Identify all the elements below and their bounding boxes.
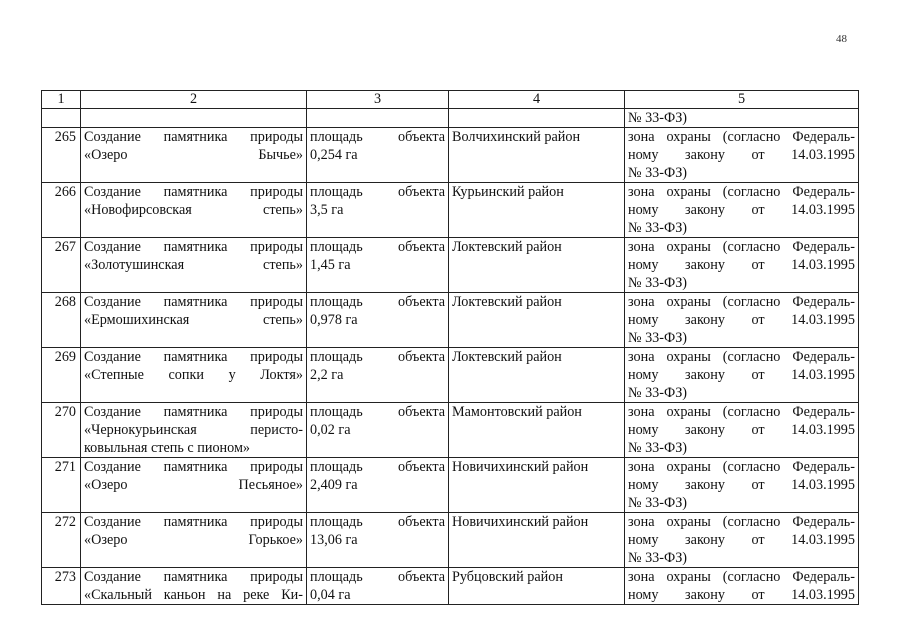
district-name: Локтевский район xyxy=(452,239,562,255)
zone-line-3: № 33-ФЗ) xyxy=(628,495,688,511)
district-name: Рубцовский район xyxy=(452,569,563,585)
column-header-4: 4 xyxy=(449,91,625,109)
area-cell xyxy=(307,348,449,403)
district-cell xyxy=(449,183,625,238)
district-name: Новичихинский район xyxy=(452,459,589,475)
measure-name-line-2: «Новофирсовская степь» xyxy=(84,202,303,218)
table-row xyxy=(42,568,859,605)
area-label: площадь объекта xyxy=(310,184,445,200)
area-cell xyxy=(307,128,449,183)
measure-name-line-2: «Озеро Горькое» xyxy=(84,532,303,548)
area-value: 0,978 га xyxy=(310,312,358,328)
area-cell xyxy=(307,513,449,568)
measure-name-cell xyxy=(81,513,307,568)
table-body xyxy=(42,91,859,605)
continued-cell-3 xyxy=(307,109,449,128)
row-number: 265 xyxy=(42,128,81,183)
district-cell xyxy=(449,293,625,348)
column-header-2: 2 xyxy=(81,91,307,109)
zone-line-2: ному закону от 14.03.1995 xyxy=(628,422,855,438)
area-value: 13,06 га xyxy=(310,532,358,548)
measure-name-cell xyxy=(81,568,307,605)
measure-name-line-2: «Скальный каньон на реке Ки- xyxy=(84,587,303,603)
area-label: площадь объекта xyxy=(310,459,445,475)
row-number: 270 xyxy=(42,403,81,458)
area-value: 2,2 га xyxy=(310,367,344,383)
area-value: 2,409 га xyxy=(310,477,358,493)
zone-cell xyxy=(625,293,859,348)
measure-name-line-2: «Озеро Песьяное» xyxy=(84,477,303,493)
document-table xyxy=(41,90,859,605)
zone-line-2: ному закону от 14.03.1995 xyxy=(628,532,855,548)
zone-line-1: зона охраны (согласно Федераль- xyxy=(628,239,855,255)
table-row xyxy=(42,293,859,348)
column-header-5: 5 xyxy=(625,91,859,109)
row-number: 271 xyxy=(42,458,81,513)
page-number: 48 xyxy=(836,33,847,45)
table-row xyxy=(42,238,859,293)
table-row xyxy=(42,513,859,568)
zone-line-2: ному закону от 14.03.1995 xyxy=(628,202,855,218)
column-header-3: 3 xyxy=(307,91,449,109)
zone-line-3: № 33-ФЗ) xyxy=(628,165,688,181)
column-header-1: 1 xyxy=(42,91,81,109)
district-name: Локтевский район xyxy=(452,349,562,365)
measure-name-line-1: Создание памятника природы xyxy=(84,129,303,145)
column-number-row xyxy=(42,91,859,109)
table-row xyxy=(42,183,859,238)
measure-name-line-2: «Ермошихинская степь» xyxy=(84,312,303,328)
area-label: площадь объекта xyxy=(310,569,445,585)
area-cell xyxy=(307,568,449,605)
row-number: 266 xyxy=(42,183,81,238)
district-name: Локтевский район xyxy=(452,294,562,310)
continued-cell-1 xyxy=(42,109,81,128)
zone-cell xyxy=(625,458,859,513)
measure-name-line-1: Создание памятника природы xyxy=(84,349,303,365)
area-cell xyxy=(307,293,449,348)
measure-name-cell xyxy=(81,128,307,183)
measure-name-cell xyxy=(81,183,307,238)
measure-name-line-2: «Степные сопки у Локтя» xyxy=(84,367,303,383)
measure-name-cell xyxy=(81,293,307,348)
continued-zone-text: № 33-ФЗ) xyxy=(628,110,688,126)
zone-line-1: зона охраны (согласно Федераль- xyxy=(628,569,855,585)
district-name: Мамонтовский район xyxy=(452,404,582,420)
zone-line-2: ному закону от 14.03.1995 xyxy=(628,312,855,328)
continued-cell-5 xyxy=(625,109,859,128)
row-number: 272 xyxy=(42,513,81,568)
area-label: площадь объекта xyxy=(310,129,445,145)
zone-line-2: ному закону от 14.03.1995 xyxy=(628,587,855,603)
district-name: Курьинский район xyxy=(452,184,564,200)
area-cell xyxy=(307,238,449,293)
area-value: 0,04 га xyxy=(310,587,351,603)
row-number: 273 xyxy=(42,568,81,605)
row-number: 269 xyxy=(42,348,81,403)
zone-cell xyxy=(625,183,859,238)
district-cell xyxy=(449,458,625,513)
zone-cell xyxy=(625,513,859,568)
table-row xyxy=(42,458,859,513)
area-label: площадь объекта xyxy=(310,294,445,310)
zone-line-1: зона охраны (согласно Федераль- xyxy=(628,514,855,530)
measure-name-line-1: Создание памятника природы xyxy=(84,184,303,200)
continued-cell-4 xyxy=(449,109,625,128)
district-cell xyxy=(449,403,625,458)
table-row xyxy=(42,403,859,458)
zone-line-2: ному закону от 14.03.1995 xyxy=(628,367,855,383)
measure-name-cell xyxy=(81,348,307,403)
zone-line-3: № 33-ФЗ) xyxy=(628,385,688,401)
row-number: 268 xyxy=(42,293,81,348)
measure-name-line-2: «Озеро Бычье» xyxy=(84,147,303,163)
area-value: 0,254 га xyxy=(310,147,358,163)
zone-line-1: зона охраны (согласно Федераль- xyxy=(628,459,855,475)
zone-line-2: ному закону от 14.03.1995 xyxy=(628,147,855,163)
district-cell xyxy=(449,568,625,605)
measure-name-cell xyxy=(81,458,307,513)
zone-cell xyxy=(625,348,859,403)
area-cell xyxy=(307,458,449,513)
district-cell xyxy=(449,513,625,568)
zone-line-3: № 33-ФЗ) xyxy=(628,330,688,346)
zone-line-1: зона охраны (согласно Федераль- xyxy=(628,184,855,200)
zone-cell xyxy=(625,568,859,605)
district-cell xyxy=(449,348,625,403)
measure-name-line-2: «Чернокурьинская перисто- xyxy=(84,422,303,438)
area-value: 3,5 га xyxy=(310,202,344,218)
area-cell xyxy=(307,183,449,238)
measure-name-line-1: Создание памятника природы xyxy=(84,514,303,530)
zone-line-3: № 33-ФЗ) xyxy=(628,220,688,236)
measure-name-line-1: Создание памятника природы xyxy=(84,569,303,585)
measure-name-line-3: ковыльная степь с пионом» xyxy=(84,440,251,456)
zone-line-1: зона охраны (согласно Федераль- xyxy=(628,294,855,310)
area-label: площадь объекта xyxy=(310,239,445,255)
measure-name-cell xyxy=(81,403,307,458)
zone-line-2: ному закону от 14.03.1995 xyxy=(628,257,855,273)
zone-cell xyxy=(625,128,859,183)
area-cell xyxy=(307,403,449,458)
measure-name-line-1: Создание памятника природы xyxy=(84,459,303,475)
zone-line-3: № 33-ФЗ) xyxy=(628,550,688,566)
table-row xyxy=(42,128,859,183)
area-label: площадь объекта xyxy=(310,404,445,420)
area-value: 1,45 га xyxy=(310,257,351,273)
zone-line-3: № 33-ФЗ) xyxy=(628,275,688,291)
district-cell xyxy=(449,238,625,293)
measure-name-line-1: Создание памятника природы xyxy=(84,404,303,420)
zone-line-2: ному закону от 14.03.1995 xyxy=(628,477,855,493)
table-row xyxy=(42,348,859,403)
district-name: Новичихинский район xyxy=(452,514,589,530)
measure-name-cell xyxy=(81,238,307,293)
row-number: 267 xyxy=(42,238,81,293)
continued-cell-2 xyxy=(81,109,307,128)
zone-cell xyxy=(625,403,859,458)
measure-name-line-1: Создание памятника природы xyxy=(84,294,303,310)
continued-row xyxy=(42,109,859,128)
zone-line-1: зона охраны (согласно Федераль- xyxy=(628,349,855,365)
zone-line-1: зона охраны (согласно Федераль- xyxy=(628,404,855,420)
measure-name-line-2: «Золотушинская степь» xyxy=(84,257,303,273)
area-label: площадь объекта xyxy=(310,349,445,365)
district-cell xyxy=(449,128,625,183)
zone-cell xyxy=(625,238,859,293)
district-name: Волчихинский район xyxy=(452,129,581,145)
area-value: 0,02 га xyxy=(310,422,351,438)
zone-line-3: № 33-ФЗ) xyxy=(628,440,688,456)
zone-line-1: зона охраны (согласно Федераль- xyxy=(628,129,855,145)
area-label: площадь объекта xyxy=(310,514,445,530)
measure-name-line-1: Создание памятника природы xyxy=(84,239,303,255)
